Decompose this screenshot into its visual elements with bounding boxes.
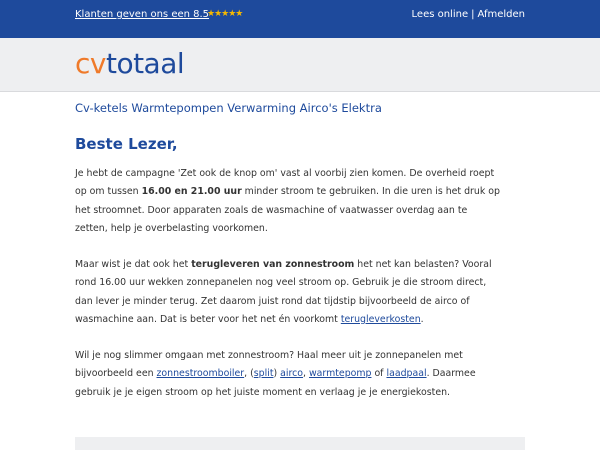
text-span: minder stroom te gebruiken. In die uren is het druk op — [241, 186, 500, 198]
text-span: het net kan belasten? Vooral — [354, 259, 492, 270]
text-line: gebruik je je eigen stroom op het juiste moment en verlaag je je energiekosten. — [75, 386, 451, 398]
logo-part-totaal: totaal — [105, 47, 185, 80]
text-line: Wil je nog slimmer omgaan met zonnestroom? Haal meer uit je zonnepanelen met — [75, 350, 463, 361]
text-line: rond 16.00 uur wekken zonnepanelen nog veel stroom op. Gebruik je die stroom direct, — [75, 277, 487, 289]
text-line — [75, 365, 530, 383]
text-line: het stroomnet. Door apparaten zoals de wasmachine of vaatwasser overdag aan te — [75, 204, 468, 216]
bottom-content-box — [75, 437, 525, 450]
paragraph-solar-tips — [75, 347, 530, 402]
top-bar — [0, 0, 600, 38]
split-link[interactable]: split — [253, 368, 274, 380]
paragraph-campaign — [75, 165, 530, 238]
logo-header — [0, 38, 600, 92]
rating-link[interactable]: Klanten geven ons een 8.5 — [75, 9, 210, 20]
text-span: , ( — [244, 368, 254, 380]
bold-feed-in: terugleveren van zonnestroom — [191, 259, 355, 270]
text-span: . Daarmee — [426, 368, 476, 380]
bold-time-range: 16.00 en 21.00 uur — [141, 186, 242, 198]
text-line — [75, 183, 530, 201]
greeting-heading: Beste Lezer, — [75, 135, 178, 153]
unsubscribe-link[interactable]: Afmelden — [477, 9, 525, 20]
text-span: wasmachine aan. Dat is beter voor het net én voorkomt — [75, 313, 341, 325]
solar-boiler-link[interactable]: zonnestroomboiler — [156, 368, 245, 380]
text-span: Maar wist je dat ook het — [75, 259, 192, 270]
top-right-links — [412, 9, 525, 20]
airco-link[interactable]: airco — [280, 368, 304, 380]
cvtotaal-logo[interactable] — [75, 44, 184, 84]
rating-stars-icon: ★★★★★ — [207, 9, 243, 19]
read-online-link[interactable]: Lees online — [411, 9, 469, 20]
text-line — [75, 311, 530, 329]
text-span: . — [420, 313, 424, 325]
text-span: bijvoorbeeld een — [75, 368, 157, 380]
text-span: , — [303, 368, 310, 380]
text-line — [75, 256, 530, 274]
logo-part-cv: cv — [75, 47, 106, 80]
link-separator: | — [471, 9, 475, 20]
feed-in-costs-link[interactable]: terugleverkosten — [340, 313, 421, 325]
text-line: dan lever je minder terug. Zet daarom juist rond dat tijdstip bijvoorbeeld de airco of — [75, 295, 470, 307]
text-line: zetten, help je overbelasting voorkomen. — [75, 222, 268, 234]
heat-pump-link[interactable]: warmtepomp — [309, 368, 372, 380]
paragraph-feed-in — [75, 256, 530, 329]
charging-station-link[interactable]: laadpaal — [386, 368, 427, 380]
text-span: op om tussen — [75, 186, 142, 198]
text-span: ) — [273, 368, 281, 380]
text-line: Je hebt de campagne 'Zet ook de knop om' vast al voorbij zien komen. De overheid roept — [75, 168, 495, 179]
text-span: of — [371, 368, 387, 380]
category-list: Cv-ketels Warmtepompen Verwarming Airco's Elektra — [75, 101, 382, 115]
